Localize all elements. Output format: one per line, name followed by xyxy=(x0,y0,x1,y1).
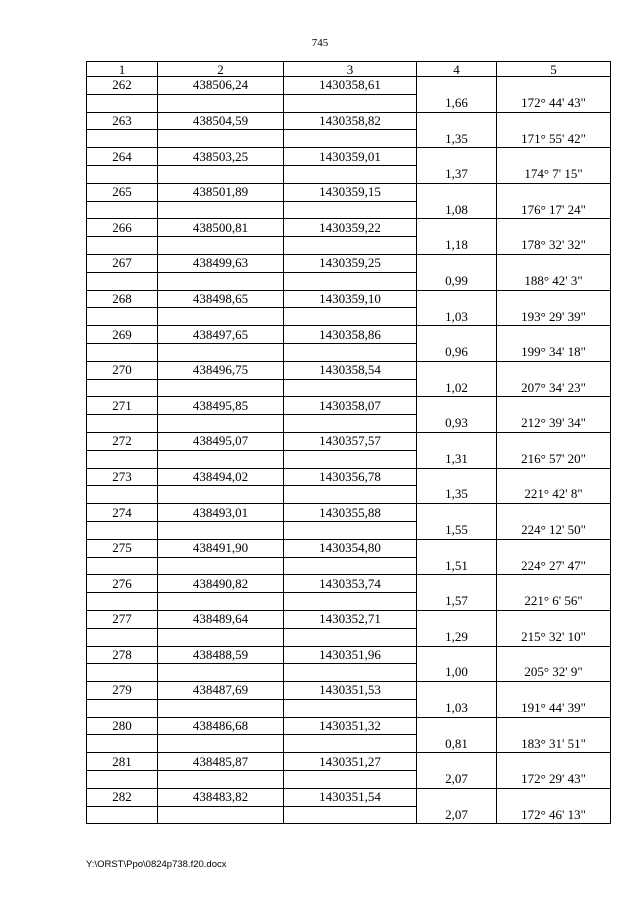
segment-length-cell: 0,99 xyxy=(417,272,497,290)
empty-cell xyxy=(87,486,158,504)
empty-cell xyxy=(87,343,158,361)
direction-angle-cell: 172° 46' 13" xyxy=(497,806,611,824)
segment-length-cell: 1,35 xyxy=(417,486,497,504)
empty-cell xyxy=(158,628,284,646)
point-row xyxy=(87,468,611,486)
segment-row xyxy=(87,771,611,789)
column-header-2: 2 xyxy=(158,62,284,77)
segment-length-cell: 0,93 xyxy=(417,415,497,433)
point-row xyxy=(87,682,611,700)
x-coordinate-cell: 438494,02 xyxy=(158,468,284,486)
point-row xyxy=(87,254,611,272)
empty-cell xyxy=(158,486,284,504)
direction-angle-cell: 221° 6' 56" xyxy=(497,593,611,611)
empty-cell xyxy=(417,397,497,415)
empty-cell xyxy=(87,557,158,575)
file-path-footer: Y:\ORST\Ppo\0824p738.f20.docx xyxy=(86,859,227,870)
empty-cell xyxy=(87,237,158,255)
y-coordinate-cell: 1430358,82 xyxy=(284,112,417,130)
point-row xyxy=(87,112,611,130)
column-header-5: 5 xyxy=(497,62,611,77)
direction-angle-cell: 212° 39' 34" xyxy=(497,415,611,433)
point-number-cell: 274 xyxy=(87,504,158,522)
empty-cell xyxy=(87,521,158,539)
empty-cell xyxy=(158,201,284,219)
point-row xyxy=(87,610,611,628)
empty-cell xyxy=(284,272,417,290)
y-coordinate-cell: 1430358,61 xyxy=(284,77,417,95)
empty-cell xyxy=(158,308,284,326)
direction-angle-cell: 216° 57' 20" xyxy=(497,450,611,468)
y-coordinate-cell: 1430351,54 xyxy=(284,788,417,806)
empty-cell xyxy=(284,130,417,148)
y-coordinate-cell: 1430354,80 xyxy=(284,539,417,557)
empty-cell xyxy=(417,788,497,806)
page-number: 745 xyxy=(311,37,329,49)
coordinates-table-container xyxy=(86,61,611,824)
empty-cell xyxy=(87,806,158,824)
segment-length-cell: 1,55 xyxy=(417,521,497,539)
point-row xyxy=(87,539,611,557)
empty-cell xyxy=(158,272,284,290)
empty-cell xyxy=(417,682,497,700)
point-number-cell: 267 xyxy=(87,254,158,272)
empty-cell xyxy=(158,237,284,255)
point-row xyxy=(87,432,611,450)
empty-cell xyxy=(87,450,158,468)
segment-row xyxy=(87,735,611,753)
empty-cell xyxy=(417,575,497,593)
x-coordinate-cell: 438487,69 xyxy=(158,682,284,700)
empty-cell xyxy=(284,165,417,183)
y-coordinate-cell: 1430355,88 xyxy=(284,504,417,522)
empty-cell xyxy=(417,361,497,379)
column-header-4: 4 xyxy=(417,62,497,77)
empty-cell xyxy=(284,415,417,433)
point-row xyxy=(87,788,611,806)
point-row xyxy=(87,290,611,308)
point-number-cell: 268 xyxy=(87,290,158,308)
segment-row xyxy=(87,94,611,112)
segment-row xyxy=(87,165,611,183)
y-coordinate-cell: 1430359,22 xyxy=(284,219,417,237)
empty-cell xyxy=(284,628,417,646)
empty-cell xyxy=(158,806,284,824)
segment-row xyxy=(87,201,611,219)
empty-cell xyxy=(158,165,284,183)
x-coordinate-cell: 438501,89 xyxy=(158,183,284,201)
x-coordinate-cell: 438500,81 xyxy=(158,219,284,237)
point-row xyxy=(87,148,611,166)
point-row xyxy=(87,753,611,771)
empty-cell xyxy=(417,717,497,735)
point-row xyxy=(87,326,611,344)
y-coordinate-cell: 1430358,54 xyxy=(284,361,417,379)
empty-cell xyxy=(284,94,417,112)
empty-cell xyxy=(497,361,611,379)
direction-angle-cell: 171° 55' 42" xyxy=(497,130,611,148)
y-coordinate-cell: 1430351,32 xyxy=(284,717,417,735)
segment-length-cell: 1,03 xyxy=(417,699,497,717)
empty-cell xyxy=(497,682,611,700)
segment-length-cell: 1,31 xyxy=(417,450,497,468)
x-coordinate-cell: 438504,59 xyxy=(158,112,284,130)
empty-cell xyxy=(417,326,497,344)
direction-angle-cell: 172° 29' 43" xyxy=(497,771,611,789)
empty-cell xyxy=(158,343,284,361)
empty-cell xyxy=(417,183,497,201)
point-number-cell: 269 xyxy=(87,326,158,344)
segment-length-cell: 1,57 xyxy=(417,593,497,611)
empty-cell xyxy=(87,593,158,611)
empty-cell xyxy=(417,290,497,308)
empty-cell xyxy=(284,343,417,361)
empty-cell xyxy=(497,717,611,735)
empty-cell xyxy=(284,237,417,255)
empty-cell xyxy=(158,664,284,682)
direction-angle-cell: 205° 32' 9" xyxy=(497,664,611,682)
empty-cell xyxy=(284,521,417,539)
point-number-cell: 271 xyxy=(87,397,158,415)
segment-length-cell: 1,51 xyxy=(417,557,497,575)
segment-length-cell: 1,35 xyxy=(417,130,497,148)
empty-cell xyxy=(497,468,611,486)
direction-angle-cell: 183° 31' 51" xyxy=(497,735,611,753)
point-row xyxy=(87,397,611,415)
coordinates-table xyxy=(86,61,611,824)
point-row xyxy=(87,219,611,237)
empty-cell xyxy=(158,735,284,753)
empty-cell xyxy=(87,94,158,112)
point-number-cell: 273 xyxy=(87,468,158,486)
empty-cell xyxy=(497,290,611,308)
x-coordinate-cell: 438491,90 xyxy=(158,539,284,557)
segment-length-cell: 0,81 xyxy=(417,735,497,753)
empty-cell xyxy=(284,486,417,504)
empty-cell xyxy=(497,148,611,166)
direction-angle-cell: 207° 34' 23" xyxy=(497,379,611,397)
empty-cell xyxy=(284,308,417,326)
point-row xyxy=(87,717,611,735)
empty-cell xyxy=(87,664,158,682)
direction-angle-cell: 224° 27' 47" xyxy=(497,557,611,575)
y-coordinate-cell: 1430356,78 xyxy=(284,468,417,486)
empty-cell xyxy=(284,450,417,468)
empty-cell xyxy=(158,593,284,611)
direction-angle-cell: 188° 42' 3" xyxy=(497,272,611,290)
y-coordinate-cell: 1430359,01 xyxy=(284,148,417,166)
empty-cell xyxy=(158,379,284,397)
empty-cell xyxy=(284,557,417,575)
empty-cell xyxy=(158,557,284,575)
point-number-cell: 275 xyxy=(87,539,158,557)
direction-angle-cell: 193° 29' 39" xyxy=(497,308,611,326)
direction-angle-cell: 178° 32' 32" xyxy=(497,237,611,255)
empty-cell xyxy=(87,735,158,753)
x-coordinate-cell: 438506,24 xyxy=(158,77,284,95)
point-number-cell: 272 xyxy=(87,432,158,450)
empty-cell xyxy=(497,504,611,522)
empty-cell xyxy=(497,788,611,806)
segment-row xyxy=(87,557,611,575)
direction-angle-cell: 221° 42' 8" xyxy=(497,486,611,504)
direction-angle-cell: 191° 44' 39" xyxy=(497,699,611,717)
segment-length-cell: 2,07 xyxy=(417,771,497,789)
table-body xyxy=(87,62,611,824)
x-coordinate-cell: 438495,85 xyxy=(158,397,284,415)
y-coordinate-cell: 1430359,10 xyxy=(284,290,417,308)
empty-cell xyxy=(284,664,417,682)
empty-cell xyxy=(417,468,497,486)
x-coordinate-cell: 438485,87 xyxy=(158,753,284,771)
empty-cell xyxy=(284,699,417,717)
direction-angle-cell: 174° 7' 15" xyxy=(497,165,611,183)
empty-cell xyxy=(284,771,417,789)
segment-row xyxy=(87,486,611,504)
segment-row xyxy=(87,450,611,468)
segment-length-cell: 1,02 xyxy=(417,379,497,397)
segment-length-cell: 1,08 xyxy=(417,201,497,219)
segment-length-cell: 1,03 xyxy=(417,308,497,326)
empty-cell xyxy=(284,379,417,397)
empty-cell xyxy=(87,130,158,148)
point-row xyxy=(87,77,611,95)
point-number-cell: 281 xyxy=(87,753,158,771)
point-row xyxy=(87,183,611,201)
x-coordinate-cell: 438503,25 xyxy=(158,148,284,166)
segment-length-cell: 1,29 xyxy=(417,628,497,646)
empty-cell xyxy=(158,450,284,468)
segment-length-cell: 1,00 xyxy=(417,664,497,682)
empty-cell xyxy=(497,219,611,237)
direction-angle-cell: 199° 34' 18" xyxy=(497,343,611,361)
empty-cell xyxy=(158,521,284,539)
point-number-cell: 278 xyxy=(87,646,158,664)
empty-cell xyxy=(87,272,158,290)
empty-cell xyxy=(417,432,497,450)
segment-row xyxy=(87,664,611,682)
segment-row xyxy=(87,521,611,539)
segment-length-cell: 1,66 xyxy=(417,94,497,112)
empty-cell xyxy=(158,415,284,433)
empty-cell xyxy=(158,94,284,112)
point-number-cell: 270 xyxy=(87,361,158,379)
empty-cell xyxy=(87,771,158,789)
y-coordinate-cell: 1430351,96 xyxy=(284,646,417,664)
empty-cell xyxy=(158,130,284,148)
empty-cell xyxy=(417,148,497,166)
empty-cell xyxy=(87,379,158,397)
y-coordinate-cell: 1430358,07 xyxy=(284,397,417,415)
point-number-cell: 276 xyxy=(87,575,158,593)
empty-cell xyxy=(87,308,158,326)
direction-angle-cell: 215° 32' 10" xyxy=(497,628,611,646)
column-header-1: 1 xyxy=(87,62,158,77)
segment-row xyxy=(87,415,611,433)
y-coordinate-cell: 1430359,25 xyxy=(284,254,417,272)
direction-angle-cell: 172° 44' 43" xyxy=(497,94,611,112)
empty-cell xyxy=(497,432,611,450)
point-row xyxy=(87,575,611,593)
empty-cell xyxy=(284,201,417,219)
point-number-cell: 265 xyxy=(87,183,158,201)
x-coordinate-cell: 438498,65 xyxy=(158,290,284,308)
point-number-cell: 262 xyxy=(87,77,158,95)
segment-length-cell: 1,18 xyxy=(417,237,497,255)
segment-length-cell: 1,37 xyxy=(417,165,497,183)
empty-cell xyxy=(497,326,611,344)
point-number-cell: 266 xyxy=(87,219,158,237)
x-coordinate-cell: 438490,82 xyxy=(158,575,284,593)
y-coordinate-cell: 1430352,71 xyxy=(284,610,417,628)
point-number-cell: 280 xyxy=(87,717,158,735)
empty-cell xyxy=(87,628,158,646)
x-coordinate-cell: 438489,64 xyxy=(158,610,284,628)
segment-row xyxy=(87,272,611,290)
point-row xyxy=(87,646,611,664)
empty-cell xyxy=(417,77,497,95)
segment-row xyxy=(87,343,611,361)
empty-cell xyxy=(497,77,611,95)
direction-angle-cell: 176° 17' 24" xyxy=(497,201,611,219)
empty-cell xyxy=(284,735,417,753)
x-coordinate-cell: 438499,63 xyxy=(158,254,284,272)
segment-row xyxy=(87,130,611,148)
empty-cell xyxy=(497,753,611,771)
x-coordinate-cell: 438483,82 xyxy=(158,788,284,806)
x-coordinate-cell: 438493,01 xyxy=(158,504,284,522)
empty-cell xyxy=(158,699,284,717)
y-coordinate-cell: 1430358,86 xyxy=(284,326,417,344)
point-number-cell: 277 xyxy=(87,610,158,628)
empty-cell xyxy=(417,112,497,130)
y-coordinate-cell: 1430351,27 xyxy=(284,753,417,771)
empty-cell xyxy=(417,610,497,628)
empty-cell xyxy=(417,539,497,557)
y-coordinate-cell: 1430357,57 xyxy=(284,432,417,450)
segment-length-cell: 2,07 xyxy=(417,806,497,824)
segment-row xyxy=(87,308,611,326)
segment-row xyxy=(87,699,611,717)
empty-cell xyxy=(497,112,611,130)
empty-cell xyxy=(284,593,417,611)
empty-cell xyxy=(497,610,611,628)
segment-row xyxy=(87,379,611,397)
point-number-cell: 282 xyxy=(87,788,158,806)
empty-cell xyxy=(497,646,611,664)
point-row xyxy=(87,361,611,379)
empty-cell xyxy=(87,415,158,433)
segment-row xyxy=(87,593,611,611)
direction-angle-cell: 224° 12' 50" xyxy=(497,521,611,539)
empty-cell xyxy=(497,539,611,557)
y-coordinate-cell: 1430351,53 xyxy=(284,682,417,700)
segment-length-cell: 0,96 xyxy=(417,343,497,361)
empty-cell xyxy=(417,504,497,522)
segment-row xyxy=(87,628,611,646)
point-number-cell: 279 xyxy=(87,682,158,700)
column-header-3: 3 xyxy=(284,62,417,77)
empty-cell xyxy=(497,254,611,272)
point-number-cell: 264 xyxy=(87,148,158,166)
empty-cell xyxy=(497,397,611,415)
point-row xyxy=(87,504,611,522)
empty-cell xyxy=(417,219,497,237)
segment-row xyxy=(87,806,611,824)
empty-cell xyxy=(417,254,497,272)
point-number-cell: 263 xyxy=(87,112,158,130)
empty-cell xyxy=(417,753,497,771)
empty-cell xyxy=(158,771,284,789)
empty-cell xyxy=(87,201,158,219)
x-coordinate-cell: 438495,07 xyxy=(158,432,284,450)
x-coordinate-cell: 438496,75 xyxy=(158,361,284,379)
y-coordinate-cell: 1430359,15 xyxy=(284,183,417,201)
x-coordinate-cell: 438497,65 xyxy=(158,326,284,344)
table-header-row xyxy=(87,62,611,77)
x-coordinate-cell: 438488,59 xyxy=(158,646,284,664)
empty-cell xyxy=(87,699,158,717)
x-coordinate-cell: 438486,68 xyxy=(158,717,284,735)
empty-cell xyxy=(87,165,158,183)
empty-cell xyxy=(417,646,497,664)
empty-cell xyxy=(284,806,417,824)
empty-cell xyxy=(497,575,611,593)
segment-row xyxy=(87,237,611,255)
y-coordinate-cell: 1430353,74 xyxy=(284,575,417,593)
empty-cell xyxy=(497,183,611,201)
